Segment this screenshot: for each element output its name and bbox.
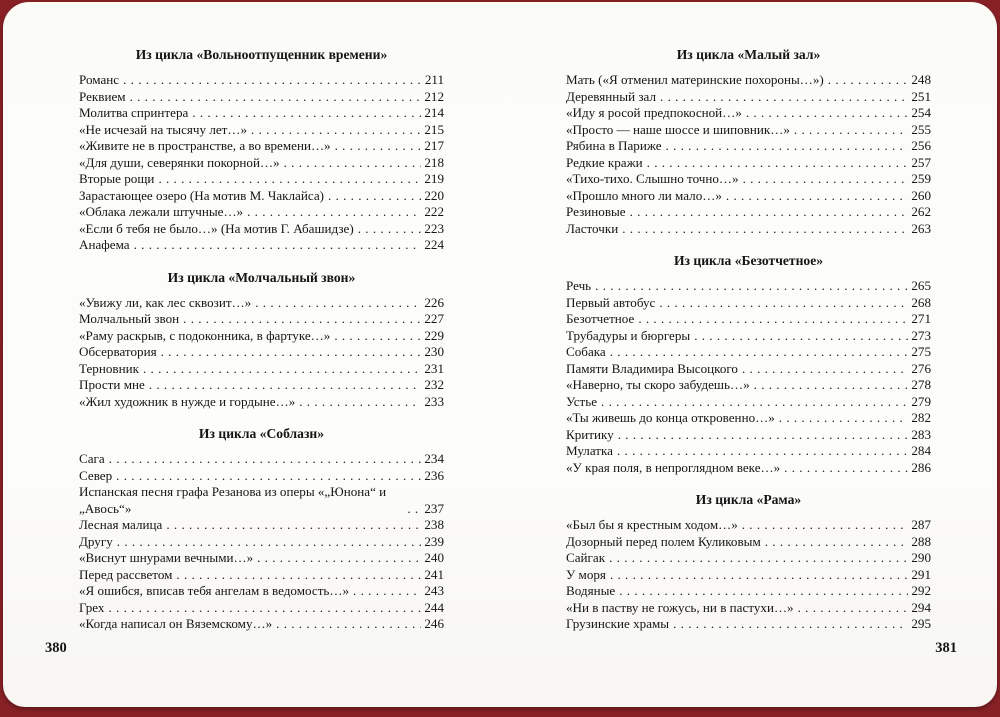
toc-entry-page: 217: [424, 138, 444, 153]
dot-leader: [247, 204, 421, 221]
dot-leader: [619, 583, 908, 600]
toc-entry-page: 254: [911, 105, 931, 120]
toc-entry: [79, 122, 444, 139]
dot-leader: [609, 550, 908, 567]
toc-entry: [566, 138, 931, 155]
left-page-column: [79, 46, 444, 633]
dot-leader: [746, 105, 909, 122]
toc-entry-page: 284: [911, 443, 931, 458]
toc-entry: [79, 188, 444, 205]
toc-entry-title: Первый автобус: [566, 294, 656, 310]
toc-entry: [566, 72, 931, 89]
cycle-heading: Из цикла «Безотчетное»: [673, 253, 824, 268]
toc-entry-page: 282: [911, 410, 931, 425]
toc-entry: [79, 517, 444, 534]
toc-entry-title: Романс: [79, 72, 120, 87]
toc-entry-page: 278: [911, 377, 931, 392]
dot-leader: [335, 138, 422, 155]
toc-entry-title: Молчальный звон: [79, 311, 180, 326]
toc-entry-title: «Просто — наше шоссе и шиповник…»: [566, 121, 790, 137]
toc-entry: [566, 328, 931, 345]
toc-entry: [566, 105, 931, 122]
toc-entry-page: 292: [911, 583, 931, 598]
toc-entry: [79, 583, 444, 600]
dot-leader: [743, 171, 909, 188]
cycle-heading: Из цикла «Малый зал»: [676, 47, 821, 62]
dot-leader: [251, 122, 421, 139]
toc-entry: [566, 460, 931, 477]
toc-entry-page: 220: [424, 187, 444, 203]
toc-entry-title: Зарастающее озеро (На мотив М. Чаклайса): [79, 187, 325, 203]
toc-entry: [79, 72, 444, 89]
dot-leader: [183, 311, 421, 328]
dot-leader: [134, 237, 422, 254]
toc-entry-title: «Увижу ли, как лес сквозит…»: [79, 294, 252, 310]
toc-entry-title: Резиновые: [566, 204, 626, 219]
toc-entry-title: Терновник: [79, 360, 139, 376]
toc-entry-title: «Раму раскрыв, с подоконника, в фартуке…»: [79, 327, 331, 343]
dot-leader: [334, 328, 421, 345]
toc-entry: [79, 311, 444, 328]
toc-entry: [566, 550, 931, 567]
dot-leader: [108, 600, 421, 617]
toc-entry-page: 237: [424, 500, 444, 516]
toc-entry-page: 236: [424, 467, 444, 483]
toc-entry-page: 290: [911, 550, 931, 565]
toc-entry: [79, 89, 444, 106]
dot-leader: [407, 501, 421, 518]
dot-leader: [638, 311, 908, 328]
dot-leader: [353, 583, 421, 600]
right-page-column: [566, 46, 931, 633]
toc-entry-title: «Для души, северянки покорной…»: [79, 154, 280, 170]
cycle-heading: Из цикла «Молчальный звон»: [167, 269, 356, 285]
toc-entry-page: 276: [911, 360, 931, 376]
toc-entry: [79, 328, 444, 345]
dot-leader: [622, 221, 908, 238]
toc-entry-title: Перед рассветом: [79, 566, 173, 582]
toc-entry-page: 257: [911, 154, 931, 170]
toc-entry-page: 238: [424, 517, 444, 532]
toc-entry: [566, 361, 931, 378]
toc-entry-title: «Ты живешь до конца откровенно…»: [566, 410, 775, 425]
toc-entry-page: 211: [424, 72, 444, 87]
dot-leader: [601, 394, 908, 411]
toc-entry-title: Безотчетное: [566, 311, 635, 326]
toc-entry-page: 287: [911, 517, 931, 532]
toc-entry-title: Другу: [79, 533, 113, 549]
dot-leader: [109, 451, 422, 468]
dot-leader: [358, 221, 422, 238]
toc-entry-title: «Ни в паству не гожусь, ни в пастухи…»: [566, 599, 794, 615]
toc-entry-title: Сага: [79, 451, 105, 466]
toc-entry-page: 265: [911, 278, 931, 293]
toc-entry: [566, 616, 931, 633]
cycle-heading: Из цикла «Вольноотпущенник времени»: [135, 47, 388, 62]
toc-entry-page: 271: [911, 311, 931, 326]
toc-entry-page: 244: [424, 599, 444, 615]
dot-leader: [192, 105, 421, 122]
toc-entry-page: 219: [424, 171, 444, 186]
toc-entry-title: «Живите не в пространстве, а во времени…»: [79, 138, 331, 153]
toc-entry-title: Лесная малица: [79, 517, 163, 532]
toc-entry-title: Грузинские храмы: [566, 616, 670, 631]
toc-entry: [79, 361, 444, 378]
toc-entry-title: Редкие кражи: [566, 154, 643, 170]
toc-entry-title: «Тихо-тихо. Слышно точно…»: [566, 171, 739, 186]
toc-entry: [79, 616, 444, 633]
left-page-number: 380: [45, 640, 67, 656]
toc-entry-title: Обсерватория: [79, 344, 157, 359]
toc-entry: [79, 138, 444, 155]
toc-entry-title: «Прошло много ли мало…»: [566, 187, 722, 203]
dot-leader: [299, 394, 421, 411]
toc-entry: [566, 122, 931, 139]
toc-entry-page: 224: [424, 237, 444, 252]
toc-entry: [79, 567, 444, 584]
toc-entry-page: 263: [911, 220, 931, 236]
toc-entry-title: Север: [79, 467, 113, 483]
toc-entry: [79, 451, 444, 468]
toc-entry-title: «Когда написал он Вяземскому…»: [79, 616, 273, 631]
toc-entry-title: Памяти Владимира Высоцкого: [566, 360, 738, 376]
toc-entry-title: «Наверно, ты скоро забудешь…»: [566, 377, 750, 392]
toc-entry-title: Дозорный перед полем Куликовым: [566, 533, 761, 549]
toc-entry-page: 227: [424, 311, 444, 326]
toc-entry: [566, 600, 931, 617]
toc-entry-title: У моря: [566, 566, 606, 582]
dot-leader: [117, 534, 422, 551]
toc-entry: [79, 204, 444, 221]
toc-entry-page: 218: [424, 154, 444, 170]
dot-leader: [754, 377, 909, 394]
toc-entry-title: Вторые рощи: [79, 171, 155, 186]
toc-entry-page: 214: [424, 105, 444, 120]
toc-entry-title: Трубадуры и бюргеры: [566, 327, 691, 343]
toc-entry: [566, 89, 931, 106]
dot-leader: [143, 361, 421, 378]
toc-entry-title: Мулатка: [566, 443, 613, 458]
toc-entry: [79, 344, 444, 361]
toc-entry-title: Сайгак: [566, 550, 606, 565]
cycle-heading: Из цикла «Рама»: [695, 492, 802, 507]
dot-leader: [176, 567, 421, 584]
toc-entry-page: 268: [911, 294, 931, 310]
dot-leader: [694, 328, 908, 345]
toc-entry-page: 232: [424, 377, 444, 392]
toc-entry-page: 240: [424, 550, 444, 565]
toc-entry-title: Ласточки: [566, 220, 619, 236]
dot-leader: [255, 295, 421, 312]
toc-entry: [566, 427, 931, 444]
dot-leader: [276, 616, 421, 633]
toc-entry-title: «Облака лежали штучные…»: [79, 204, 244, 219]
toc-entry: [566, 567, 931, 584]
toc-entry: [566, 517, 931, 534]
toc-entry-page: 231: [424, 360, 444, 376]
toc-entry-title: Мать («Я отменил материнские похороны…»): [566, 72, 824, 87]
toc-entry-page: 246: [424, 616, 444, 631]
toc-entry: [566, 221, 931, 238]
toc-entry: [566, 311, 931, 328]
toc-entry-title: «Не исчезай на тысячу лет…»: [79, 121, 248, 137]
dot-leader: [784, 460, 908, 477]
dot-leader: [726, 188, 908, 205]
toc-entry: [566, 443, 931, 460]
dot-leader: [116, 468, 421, 485]
dot-leader: [149, 377, 422, 394]
dot-leader: [660, 89, 908, 106]
toc-entry: [566, 188, 931, 205]
dot-leader: [647, 155, 909, 172]
dot-leader: [794, 122, 908, 139]
toc-entry-title: Рябина в Париже: [566, 138, 662, 153]
toc-entry-page: 230: [424, 344, 444, 359]
dot-leader: [659, 295, 908, 312]
toc-entry: [79, 155, 444, 172]
toc-entry-page: 275: [911, 344, 931, 359]
toc-entry-page: 233: [424, 393, 444, 409]
toc-entry-title: Молитва спринтера: [79, 105, 189, 120]
toc-entry: [566, 204, 931, 221]
dot-leader: [123, 72, 422, 89]
toc-entry-page: 260: [911, 187, 931, 203]
toc-entry-page: 273: [911, 327, 931, 343]
toc-entry-title: Водяные: [566, 583, 616, 598]
toc-entry-page: 279: [911, 393, 931, 409]
dot-leader: [158, 171, 421, 188]
toc-entry: [79, 484, 444, 517]
dot-leader: [618, 427, 909, 444]
toc-entry: [79, 468, 444, 485]
toc-entry-page: 255: [911, 121, 931, 137]
dot-leader: [130, 89, 422, 106]
toc-entry: [566, 394, 931, 411]
toc-entry: [566, 344, 931, 361]
toc-entry: [79, 600, 444, 617]
toc-entry: [79, 394, 444, 411]
toc-entry-page: 295: [911, 616, 931, 631]
toc-entry: [566, 583, 931, 600]
dot-leader: [610, 344, 909, 361]
toc-entry-title: Реквием: [79, 88, 126, 104]
book-page-spread: [3, 2, 997, 707]
dot-leader: [257, 550, 421, 567]
dot-leader: [798, 600, 909, 617]
dot-leader: [284, 155, 422, 172]
toc-entry-title: «Жил художник в нужде и гордыне…»: [79, 393, 296, 409]
toc-entry-title: Критику: [566, 426, 614, 442]
toc-entry: [79, 221, 444, 238]
toc-entry-title: Деревянный зал: [566, 88, 657, 104]
toc-entry-title: «Иду я росой предпокосной…»: [566, 105, 742, 120]
dot-leader: [328, 188, 421, 205]
dot-leader: [630, 204, 909, 221]
dot-leader: [765, 534, 909, 551]
dot-leader: [828, 72, 909, 89]
toc-entry: [79, 237, 444, 254]
toc-entry-title: «Виснут шнурами вечными…»: [79, 550, 254, 565]
toc-entry-page: 286: [911, 459, 931, 475]
toc-entry-title: Грех: [79, 599, 105, 615]
toc-entry-page: 223: [424, 220, 444, 236]
toc-entry-page: 248: [911, 72, 931, 87]
toc-entry: [79, 550, 444, 567]
dot-leader: [617, 443, 908, 460]
toc-entry-page: 226: [424, 294, 444, 310]
toc-entry: [79, 534, 444, 551]
dot-leader: [166, 517, 421, 534]
dot-leader: [610, 567, 908, 584]
toc-entry-title: «Был бы я крестным ходом…»: [566, 517, 738, 532]
toc-entry-page: 262: [911, 204, 931, 219]
toc-entry-title: «Если б тебя не было…» (На мотив Г. Абашидзе): [79, 220, 354, 236]
dot-leader: [595, 278, 908, 295]
dot-leader: [161, 344, 422, 361]
toc-entry-page: 243: [424, 583, 444, 598]
toc-entry: [79, 295, 444, 312]
toc-entry-page: 259: [911, 171, 931, 186]
toc-entry-page: 288: [911, 533, 931, 549]
toc-entry-page: 239: [424, 533, 444, 549]
toc-entry-title: Речь: [566, 278, 592, 293]
toc-entry: [79, 377, 444, 394]
toc-entry-page: 229: [424, 327, 444, 343]
toc-entry-title: Прости мне: [79, 377, 145, 392]
toc-entry-title: «У края поля, в непроглядном веке…»: [566, 459, 781, 475]
toc-columns: [3, 2, 997, 633]
toc-entry-title: Собака: [566, 344, 606, 359]
cycle-heading: Из цикла «Соблазн»: [198, 426, 325, 441]
toc-entry-page: 241: [424, 566, 444, 582]
dot-leader: [742, 361, 908, 378]
dot-leader: [673, 616, 908, 633]
toc-entry-page: 212: [424, 88, 444, 104]
toc-entry: [566, 377, 931, 394]
toc-entry: [566, 171, 931, 188]
toc-entry: [566, 410, 931, 427]
toc-entry: [566, 278, 931, 295]
toc-entry-page: 222: [424, 204, 444, 219]
toc-entry-page: 291: [911, 566, 931, 582]
toc-entry: [566, 295, 931, 312]
right-page-number: 381: [935, 640, 957, 656]
dot-leader: [779, 410, 909, 427]
toc-entry: [566, 534, 931, 551]
dot-leader: [666, 138, 909, 155]
toc-entry-page: 234: [424, 451, 444, 466]
toc-entry-title: «Я ошибся, вписав тебя ангелам в ведомость…»: [79, 583, 350, 598]
toc-entry: [79, 105, 444, 122]
toc-entry-title: Анафема: [79, 237, 130, 252]
toc-entry-page: 251: [911, 88, 931, 104]
dot-leader: [742, 517, 909, 534]
toc-entry-page: 294: [911, 599, 931, 615]
toc-entry-page: 215: [424, 121, 444, 137]
toc-entry-page: 256: [911, 138, 931, 153]
toc-entry: [79, 171, 444, 188]
toc-entry: [566, 155, 931, 172]
toc-entry-title: Испанская песня графа Резанова из оперы «„Юнона“ и „Авось“»: [79, 484, 387, 516]
toc-entry-page: 283: [911, 426, 931, 442]
toc-entry-title: Устье: [566, 393, 598, 409]
